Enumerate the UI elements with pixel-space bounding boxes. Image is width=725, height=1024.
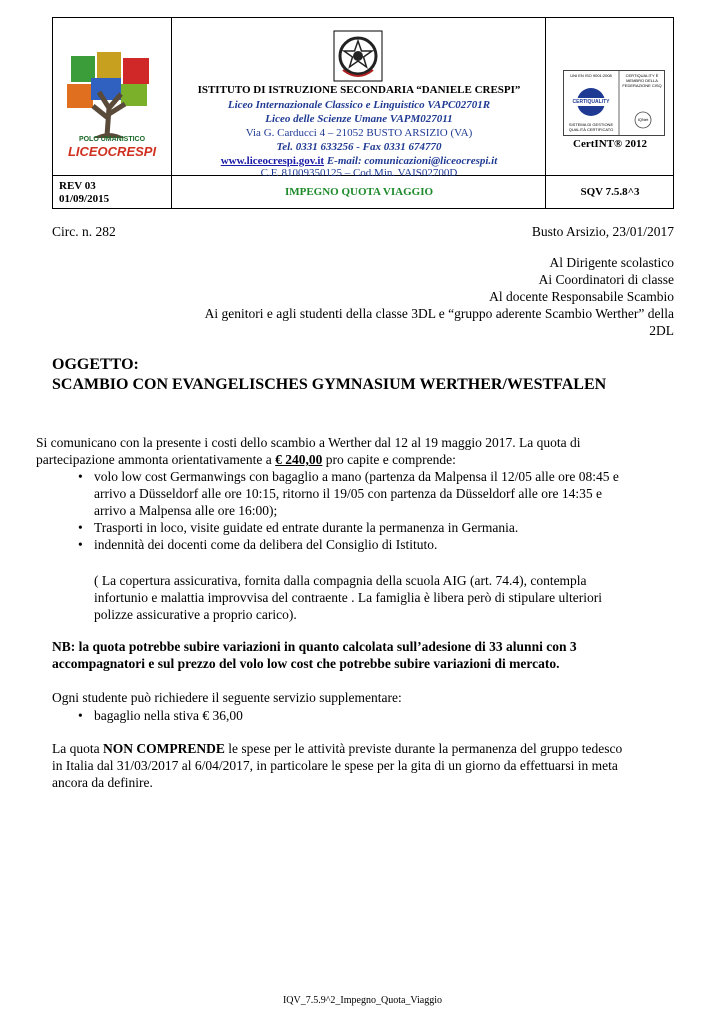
list-item-line: arrivo a Malpensa alle ore 16:00); — [94, 503, 278, 518]
insurance-line: infortunio e malattia improvvisa del contraente . La famiglia è libera però di stipulare ulteriori — [94, 590, 602, 605]
website-link[interactable]: www.liceocrespi.gov.it — [220, 155, 325, 167]
certint-label: CertINT® 2012 — [573, 138, 647, 150]
document-title: IMPEGNO QUOTA VIAGGIO — [284, 186, 434, 198]
closing-paragraph — [52, 740, 684, 791]
fiscal-code: C.F. 81009350125 – Cod.Min. VAIS02700D — [260, 167, 458, 179]
list-item-line: arrivo a Düsseldorf alle ore 10:15, ritorno il 19/05 con partenza da Düsseldorf alle ore 14:35 e — [94, 486, 602, 501]
revision-date: 01/09/2015 — [59, 193, 110, 205]
intro-line — [36, 451, 676, 468]
closing-line: ancora da definire. — [52, 775, 153, 790]
recipient: Ai Coordinatori di classe — [538, 272, 674, 287]
intro-text: pro capite e comprende: — [322, 452, 456, 467]
intro-line: Si comunicano con la presente i costi dello scambio a Werther dal 12 al 19 maggio 2017. La quota di — [36, 435, 581, 450]
cert-iqnet: IQNet — [637, 117, 649, 122]
intro-paragraph — [36, 434, 676, 468]
insurance-line: ( La copertura assicurativa, fornita dalla compagnia della scuola AIG (art. 74.4), contempla — [94, 573, 587, 588]
list-item — [94, 536, 684, 553]
nb-line: accompagnatori e sul prezzo del volo low cost che potrebbe subire variazioni di mercato. — [52, 656, 560, 671]
institute-name: ISTITUTO DI ISTRUZIONE SECONDARIA “DANIELE CRESPI” — [197, 84, 521, 96]
recipient: Al Dirigente scolastico — [549, 255, 674, 270]
supplement-item: • bagaglio nella stiva € 36,00 — [94, 707, 243, 724]
liceo-crespi-logo — [63, 48, 161, 164]
closing-text: le spese per le attività previste durante la permanenza del gruppo tedesco — [224, 741, 623, 756]
recipient: Al docente Responsabile Scambio — [489, 289, 674, 304]
cert-system: SISTEMA DI GESTIONE QUALITÀ CERTIFICATO — [568, 122, 614, 132]
cert-cisq: CERTIQUALITY È MEMBRO DELLA FEDERAZIONE CISQ — [622, 73, 662, 88]
insurance-line: polizze assicurative a proprio carico). — [94, 607, 297, 622]
institute-address: Via G. Carducci 4 – 21052 BUSTO ARSIZIO (VA) — [245, 127, 473, 139]
logo-caption: POLO UMANISTICO — [78, 136, 146, 143]
revision — [59, 180, 109, 206]
cert-badge: CERTIQUALITY — [572, 99, 610, 105]
cert-iso: UNI EN ISO 9001:2008 — [570, 73, 612, 78]
closing-emphasis: NON COMPRENDE — [102, 741, 225, 756]
tel-fax: Tel. 0331 633256 - Fax 0331 674770 — [276, 141, 442, 153]
list-item-line: • volo low cost Germanwings con bagaglio a mano (partenza da Malpensa il 12/05 alle ore 08:45 e — [94, 469, 619, 484]
closing-line — [52, 740, 684, 757]
liceo-line-1: Liceo Internazionale Classico e Linguistico VAPC02701R — [227, 99, 491, 111]
closing-line: in Italia dal 31/03/2017 al 6/04/2017, in particolare le spese per la gita di un giorno da effettuarsi in meta — [52, 758, 618, 773]
recipients — [100, 254, 674, 339]
subject-label: OGGETTO: — [52, 356, 139, 373]
list-item-line: • Trasporti in loco, visite guidate ed entrate durante la permanenza in Germania. — [94, 520, 519, 535]
place-date: Busto Arsizio, 23/01/2017 — [531, 224, 674, 239]
document-code: SQV 7.5.8^3 — [580, 186, 640, 198]
header-table — [52, 17, 674, 209]
nb-line: NB: la quota potrebbe subire variazioni in quanto calcolata sull’adesione di 33 alunni con 3 — [52, 639, 577, 654]
footer-code: IQV_7.5.9^2_Impegno_Quota_Viaggio — [282, 995, 443, 1006]
recipient: Ai genitori e agli studenti della classe 3DL e “gruppo aderente Scambio Werther” della — [204, 306, 674, 321]
supplement-intro: Ogni studente può richiedere il seguente servizio supplementare: — [52, 690, 402, 705]
logo-brand: LICEOCRESPI — [67, 144, 157, 159]
certiquality-logo — [563, 70, 665, 136]
nb-note — [52, 638, 682, 672]
intro-text: partecipazione ammonta orientativamente a — [36, 452, 276, 467]
subject-text: SCAMBIO CON EVANGELISCHES GYMNASIUM WERTHER/WESTFALEN — [52, 376, 607, 393]
liceo-line-2: Liceo delle Scienze Umane VAPM027011 — [265, 113, 453, 125]
email: E-mail: comunicazioni@liceocrespi.it — [324, 155, 498, 167]
subject-block — [52, 355, 606, 395]
revision-number: REV 03 — [59, 180, 96, 192]
circular-number: Circ. n. 282 — [52, 224, 116, 239]
list-item — [94, 519, 684, 536]
list-item-line: • indennità dei docenti come da delibera del Consiglio di Istituto. — [94, 537, 438, 552]
price: € 240,00 — [275, 452, 323, 467]
recipient: 2DL — [649, 323, 674, 338]
insurance-note — [94, 572, 684, 623]
included-items — [94, 468, 684, 553]
closing-text: La quota — [52, 741, 103, 756]
list-item — [94, 468, 684, 519]
republic-emblem — [333, 30, 383, 82]
